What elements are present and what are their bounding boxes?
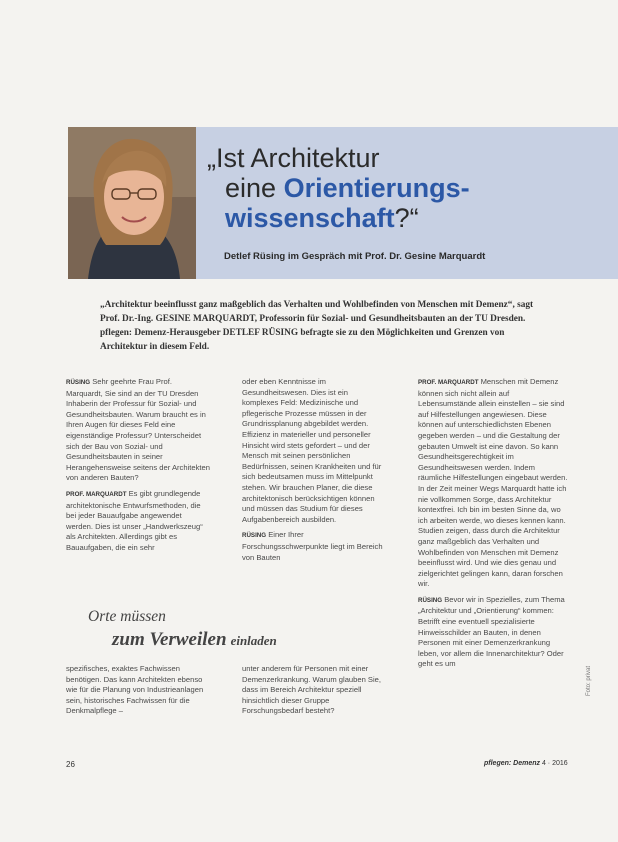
speaker-tag: PROF. MARQUARDT (418, 379, 479, 386)
pull-quote-tail: einladen (230, 633, 277, 648)
paragraph-text: Es gibt grundlegende architektonische Entwurfsmethoden, die bei jeder Bauaufgabe angewendet werden. Dies ist unser „Handwerkszeug“ als Architekten. Allerdings gibt es Bauaufgaben, die ein sehr (66, 488, 203, 552)
magazine-name: pflegen: Demenz (484, 760, 541, 767)
pull-quote-line-1: Orte müssen (88, 608, 166, 625)
footer-magazine (484, 760, 568, 767)
portrait-illustration (68, 127, 196, 279)
title-line-2-highlight: Orientierungs- (283, 173, 470, 203)
col1-paragraph-3: spezifisches, exaktes Fachwissen benötigen. Das kann Architekten ebenso wie für die Planung von Industrieanlagen sein, historisches Fachwissen für die Denkmalpflege – (66, 664, 204, 716)
intro-text: „Architektur beeinflusst ganz maßgeblich das Verhalten und Wohlbefinden von Menschen mit Demenz“, sagt Prof. Dr.-Ing. GESINE MARQUARDT, Professorin für Sozial- und Gesundheitsbauten an der TU Dresden. pflegen: Demenz-Herausgeber DETLEF RÜSING befragte sie zu den Möglichkeiten und Grenzen von Architektur in diesem Feld. (100, 300, 534, 352)
column-2-top (242, 377, 386, 568)
paragraph-text: oder eben Kenntnisse im Gesundheitswesen. Dies ist ein komplexes Feld: Medizinische und pflegerische Prozesse müssen in der Grundrissplanung abgebildet werden. Effizienz in materieller und personeller Hinsicht wird stets gefordert – und der Mensch mit seinen persönlichen Bedürfnissen, seinen Krankheiten und für sich bedeutsamen muss im Mittelpunkt stehen. Wir brauchen Planer, die diese architektonisch berücksichtigen können und müssen das Studium für dieses Aufgabenbereich ausbilden. (242, 377, 382, 524)
title-line-3-highlight: wissenschaft (225, 203, 395, 233)
column-1-bottom (66, 664, 210, 722)
col3-paragraph-2 (418, 595, 568, 670)
paragraph-text: Sehr geehrte Frau Prof. Marquardt, Sie sind an der TU Dresden Inhaberin der Professur für Sozial- und Gesundheitsbauten. Warum braucht es in Ihren Augen für dieses Feld eine eigenständige Professur? Unterscheidet sich der Bau von Sozial- und Gesundheitsbauten in seiner Herangehensweise seitens der Architekten von anderen Bauten? (66, 377, 210, 483)
col1-paragraph-2 (66, 489, 210, 554)
intro-paragraph (100, 298, 540, 354)
paragraph-text: Menschen mit Demenz können sich nicht allein auf Lebensumstände allein einstellen – sie sind auf Hilfestellungen angewiesen. Diese können auf unterschiedlichsten Ebenen gegeben werden – und die Gestaltung der gebauten Umwelt ist eine davon. So kann Gesundheitsgerechtigkeit im Gesundheitswesen werden. Indem räumliche Hilfestellungen eingebaut werden. In der Zeit meiner Wegs Marquardt hatte ich nie vollkommen Sorge, dass Architektur kontextfrei. Ich bin im besten Sinne da, wo ich arbeiten werde, wo dieses kennen kann. Studien zeigen, dass durch die Architektur ganz maßgeblich das Verhalten und Wohlbefinden von Menschen mit Demenz beeinflusst wird. Und wie dies genau und zielgerichtet gelingen kann, daran forschen wir. (418, 377, 568, 589)
article-subtitle: Detlef Rüsing im Gespräch mit Prof. Dr. Gesine Marquardt (224, 251, 486, 262)
col2-paragraph-1 (242, 377, 386, 525)
title-line-2-prefix: eine (225, 173, 284, 203)
title-line-3 (207, 203, 470, 233)
col1-paragraph-1 (66, 377, 210, 484)
paragraph-text: Bevor wir in Spezielles, zum Thema „Architektur und „Orientierung“ kommen: Betrifft eine eventuell spezialisierte Hinweisschilder an Bauten, in denen Personen mit einer Demenzerkrankung leben, vor allem die Innenarchitektur? Oder geht es um (418, 594, 565, 669)
paragraph-text: Einer Ihrer Forschungsschwerpunkte liegt im Bereich von Bauten (242, 530, 383, 562)
speaker-tag: RÜSING (66, 379, 91, 386)
speaker-tag: PROF. MARQUARDT (66, 490, 127, 498)
issue-number: 4 · 2016 (541, 760, 568, 767)
page-number: 26 (66, 760, 75, 769)
column-3 (418, 377, 568, 675)
col2-paragraph-3: unter anderem für Personen mit einer Demenzerkrankung. Warum glauben Sie, dass im Bereich Architektur speziell hinsichtlich dieser Gruppe Forschungsbedarf besteht? (242, 664, 382, 716)
article-title (207, 143, 470, 233)
column-2-bottom (242, 664, 386, 722)
col2-paragraph-2 (242, 530, 386, 563)
pull-quote-emphasis: zum Verweilen (112, 629, 227, 650)
title-line-1: „Ist Architektur (207, 143, 380, 173)
pull-quote-line-2 (86, 629, 346, 651)
column-1-top (66, 377, 210, 559)
title-line-2 (207, 173, 470, 203)
speaker-tag: RÜSING (242, 532, 267, 540)
portrait-photo (68, 127, 196, 279)
col3-paragraph-1 (418, 377, 568, 590)
pull-quote (86, 608, 346, 651)
photo-credit: Foto: privat (586, 665, 592, 696)
speaker-tag: RÜSING (418, 596, 443, 604)
title-line-3-suffix: ?“ (394, 203, 419, 233)
